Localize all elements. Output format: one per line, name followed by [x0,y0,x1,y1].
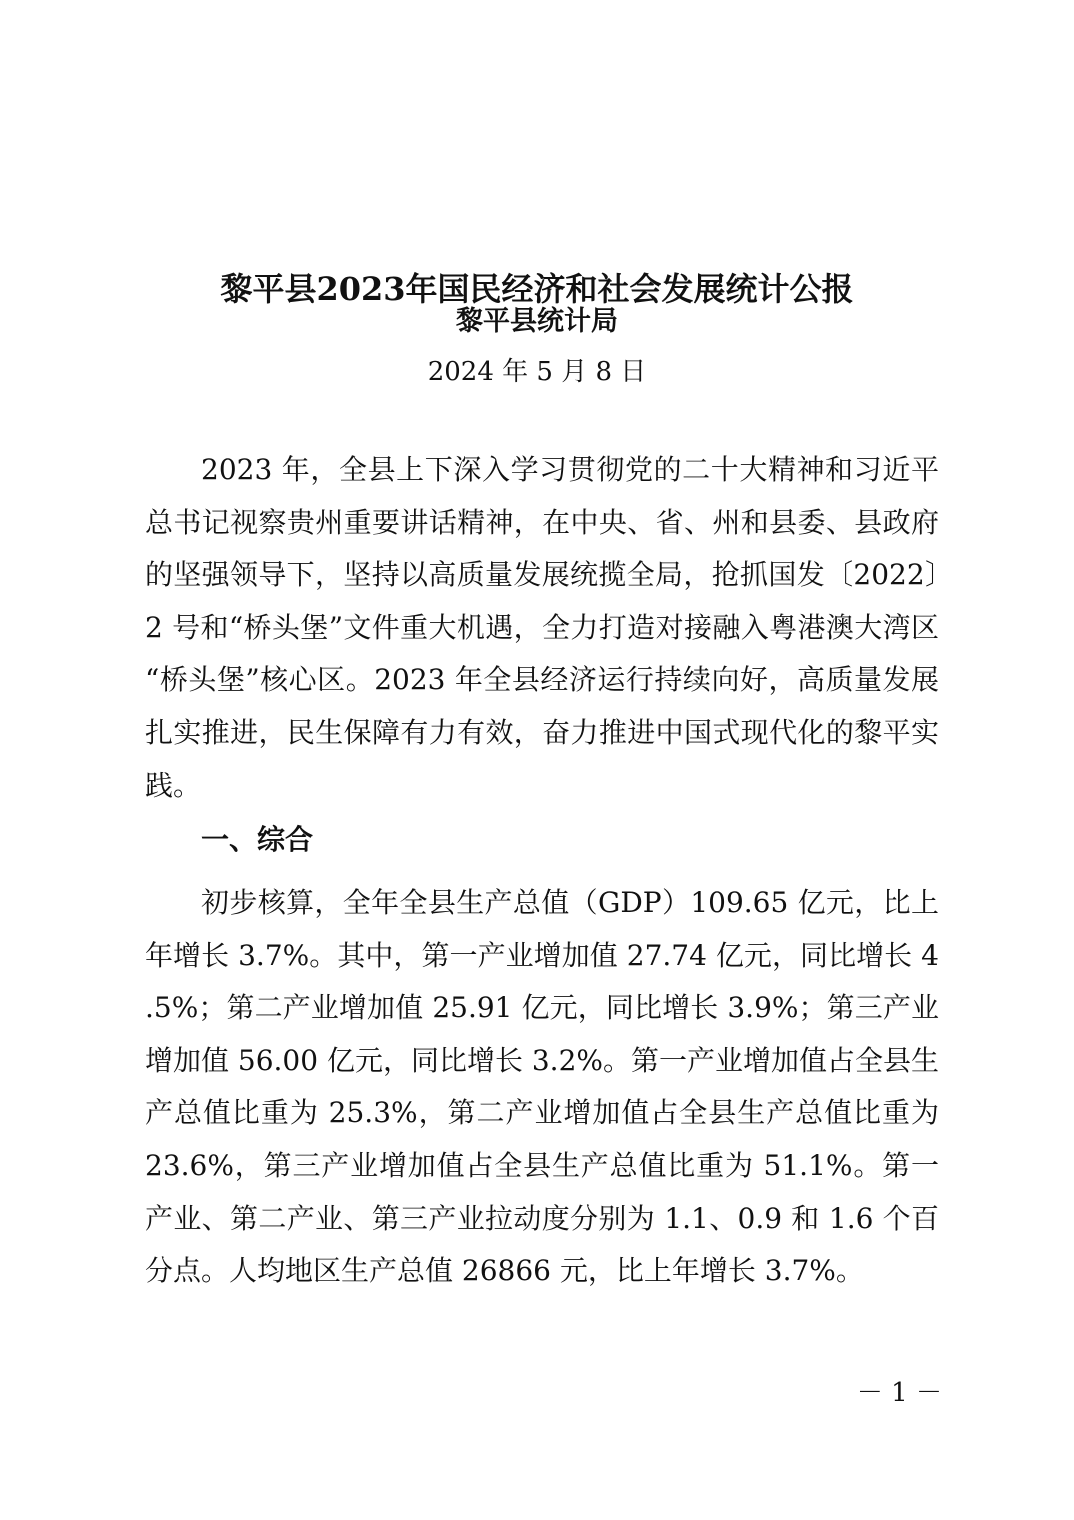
section-heading-summary: 一、综合 [201,823,314,856]
document-author: 黎平县统计局 [456,306,618,337]
section-paragraph-summary: 初步核算，全年全县生产总值（GDP）109.65 亿元，比上年增长 3.7%。其中，第一产业增加值 27.74 亿元，同比增长 4.5%；第二产业增加值 25.91 亿元，同比增长 3.9%；第三产业增加值 56.00 亿元，同比增长 3.2%。第一产业增加值占全县生产总值比重为 25.3%，第二产业增加值占全县生产总值比重为 23.6%，第三产业增加值占全县生产总值比重为 51.1%。第一产业、第二产业、第三产业拉动度分别为 1.1、0.9 和 1.6 个百分点。人均地区生产总值 26866 元，比上年增长 3.7%。 [145,886,939,1288]
page-number: － 1 － [856,1378,942,1408]
intro-paragraph: 2023 年，全县上下深入学习贯彻党的二十大精神和习近平总书记视察贵州重要讲话精神，在中央、省、州和县委、县政府的坚强领导下，坚持以高质量发展统揽全局，抢抓国发〔2022〕2 号和“桥头堡”文件重大机遇，全力打造对接融入粤港澳大湾区“桥头堡”核心区。2023 年全县经济运行持续向好，高质量发展扎实推进，民生保障有力有效，奋力推进中国式现代化的黎平实践。 [145,453,939,802]
document-date: 2024 年 5 月 8 日 [427,357,647,387]
document-title: 黎平县2023年国民经济和社会发展统计公报 [220,270,854,309]
